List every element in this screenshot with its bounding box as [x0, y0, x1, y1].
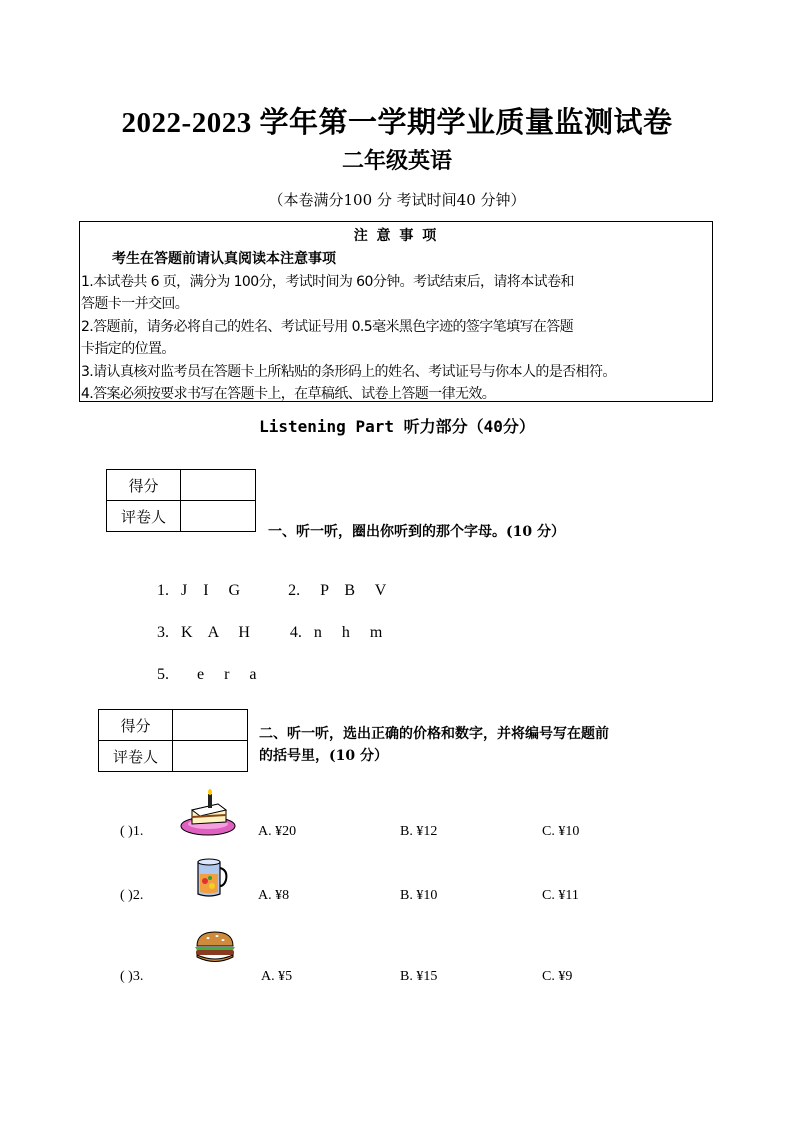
page-subtitle: 二年级英语	[341, 148, 452, 174]
score-table	[98, 709, 248, 772]
listening-part-title: Listening Part 听力部分（40分）	[259, 417, 535, 436]
score-label: 得分	[99, 710, 173, 741]
notice-line: 3.请认真核对监考员在答题卡上所粘贴的条形码上的姓名、考试证号与你本人的是否相符。	[81, 364, 616, 380]
notice-title: 注 意 事 项	[353, 228, 439, 244]
option-a: A. ¥5	[261, 969, 293, 984]
section2-title-line1: 二、听一听，选出正确的价格和数字，并将编号写在题前	[259, 726, 609, 742]
score-table	[106, 469, 256, 532]
notice-line: 卡指定的位置。	[81, 341, 175, 357]
option-b: B. ¥15	[400, 969, 438, 984]
option-a: A. ¥20	[258, 824, 297, 839]
page-title: 2022-2023 学年第一学期学业质量监测试卷	[121, 107, 673, 139]
notice-line: 1.本试卷共 6 页，满分为 100分，考试时间为 60分钟。考试结束后，请将本试卷和	[81, 274, 574, 290]
question-number: ( )1.	[120, 824, 144, 839]
grader-cell[interactable]	[181, 501, 256, 532]
juice-jug-icon	[192, 856, 228, 898]
option-c: C. ¥11	[542, 888, 579, 903]
score-label: 得分	[107, 470, 181, 501]
option-c: C. ¥10	[542, 824, 580, 839]
notice-line: 2.答题前，请务必将自己的姓名、考试证号用 0.5毫米黑色字迹的签字笔填写在答题	[81, 319, 574, 335]
score-cell[interactable]	[173, 710, 248, 741]
hamburger-icon	[193, 928, 237, 966]
grader-label: 评卷人	[99, 741, 173, 772]
letters-row: 5. e r a	[157, 666, 257, 683]
option-b: B. ¥12	[400, 824, 438, 839]
question-number: ( )3.	[120, 969, 144, 984]
letters-row: 3. K A H 4. n h m	[157, 624, 383, 641]
option-b: B. ¥10	[400, 888, 438, 903]
exam-info: （本卷满分100 分 考试时间40 分钟）	[268, 191, 526, 209]
option-c: C. ¥9	[542, 969, 573, 984]
notice-box	[79, 221, 713, 402]
letters-row: 1. J I G 2. P B V	[157, 582, 387, 599]
grader-cell[interactable]	[173, 741, 248, 772]
section2-title-line2: 的括号里，(10 分）	[259, 748, 388, 764]
grader-label: 评卷人	[107, 501, 181, 532]
score-cell[interactable]	[181, 470, 256, 501]
section1-title: 一、听一听，圈出你听到的那个字母。(10 分）	[268, 524, 565, 540]
cake-icon	[180, 788, 238, 840]
option-a: A. ¥8	[258, 888, 290, 903]
notice-line: 答题卡一并交回。	[81, 296, 189, 312]
notice-subtitle: 考生在答题前请认真阅读本注意事项	[112, 251, 336, 267]
notice-line: 4.答案必须按要求书写在答题卡上，在草稿纸、试卷上答题一律无效。	[81, 386, 496, 402]
question-number: ( )2.	[120, 888, 144, 903]
